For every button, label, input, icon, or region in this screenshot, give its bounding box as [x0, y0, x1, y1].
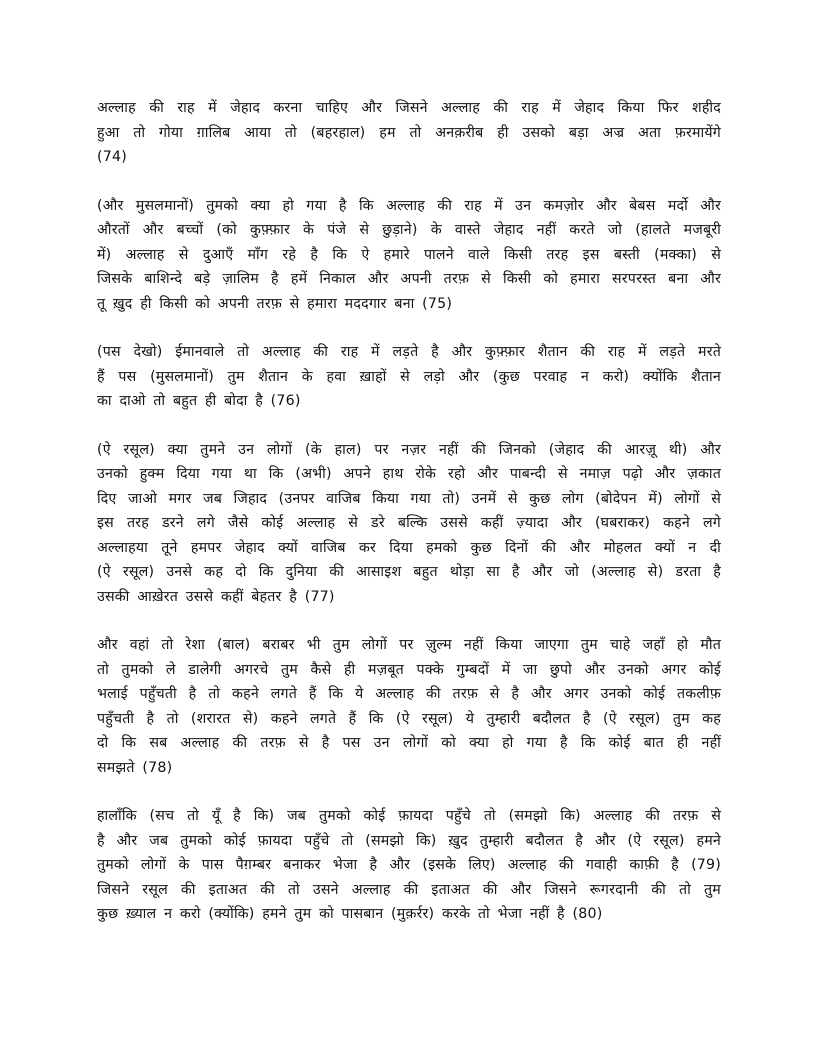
text-line: तुमको लोगों के पास पैग़म्बर बनाकर भेजा है और (इसके लिए) अल्लाह की गवाही काफ़ी है (79) — [97, 857, 721, 873]
text-line: है और जब तुमको कोई फ़ायदा पहुँचे तो (समझो कि) ख़ुद तुम्हारी बदौलत है और (ऐ रसूल) हमने — [97, 832, 721, 849]
paragraph-verse-74 — [97, 96, 721, 170]
text-line: औरतों और बच्चों (को कुफ़्फ़ार के पंजे से छुड़ाने) के वास्ते जेहाद नहीं करते जो (हालते मजबूरी — [97, 222, 721, 238]
text-line: तू ख़ुद ही किसी को अपनी तरफ़ से हमारा मददगार बना (75) — [97, 295, 453, 312]
paragraph-verse-78 — [97, 633, 721, 780]
text-line: दो कि सब अल्लाह की तरफ़ से है पस उन लोगों को क्या हो गया है कि कोई बात ही नहीं — [97, 735, 721, 751]
text-line: उनको हुक्म दिया गया था कि (अभी) अपने हाथ रोके रहो और पाबन्दी से नमाज़ पढ़ो और ज़कात — [97, 466, 721, 482]
text-line: जिसके बाशिन्दे बड़े ज़ालिम है हमें निकाल और अपनी तरफ़ से किसी को हमारा सरपरस्त बना और — [97, 271, 721, 287]
text-line: (पस देखो) ईमानवाले तो अल्लाह की राह में लड़ते है और कुफ़्फ़ार शैतान की राह में लड़ते मरते — [97, 344, 721, 360]
text-line: का दाओ तो बहुत ही बोदा है (76) — [97, 393, 301, 409]
text-line: (ऐ रसूल) उनसे कह दो कि दुनिया की आसाइश बहुत थोड़ा सा है और जो (अल्लाह से) डरता है — [97, 564, 721, 580]
text-line: (और मुसलमानों) तुमको क्या हो गया है कि अल्लाह की राह में उन कमज़ोर और बेबस मर्दो और — [97, 197, 721, 214]
text-line: तो तुमको ले डालेगी अगरचे तुम कैसे ही मज़बूत पक्के गुम्बदों में जा छुपो और उनको अगर कोई — [97, 661, 721, 678]
text-line: अल्लाह की राह में जेहाद करना चाहिए और जिसने अल्लाह की राह में जेहाद किया फिर शहीद — [97, 100, 721, 116]
paragraph-verse-75 — [97, 194, 721, 317]
paragraph-verse-76 — [97, 340, 721, 414]
text-line: और वहां तो रेशा (बाल) बराबर भी तुम लोगों पर ज़ुल्म नहीं किया जाएगा तुम चाहे जहाँ हो मौत — [97, 637, 721, 653]
text-line: (74) — [97, 149, 127, 165]
text-line: इस तरह डरने लगे जैसे कोई अल्लाह से डरे बल्कि उससे कहीं ज़्यादा और (घबराकर) कहने लगे — [97, 515, 721, 531]
text-line: पहुँचती है तो (शरारत से) कहने लगते हैं कि (ऐ रसूल) ये तुम्हारी बदौलत है (ऐ रसूल) तुम कह — [97, 710, 721, 727]
text-line: हुआ तो गोया ग़ालिब आया तो (बहरहाल) हम तो अनक़रीब ही उसको बड़ा अज्र अता फ़रमायेंगे — [97, 124, 721, 141]
text-line: दिए जाओ मगर जब जिहाद (उनपर वाजिब किया गया तो) उनमें से कुछ लोग (बोदेपन में) लोगों से — [97, 490, 721, 507]
paragraph-verse-77 — [97, 438, 721, 610]
text-line: हालाँकि (सच तो यूँ है कि) जब तुमको कोई फ़ायदा पहुँचे तो (समझो कि) अल्लाह की तरफ़ से — [97, 808, 721, 824]
paragraph-verse-79-80 — [97, 804, 721, 927]
text-line: कुछ ख़्याल न करो (क्योंकि) हमने तुम को पासबान (मुक़र्रर) करके तो भेजा नहीं है (80) — [97, 906, 603, 922]
text-line: में) अल्लाह से दुआएँ माँग रहे है कि ऐ हमारे पालने वाले किसी तरह इस बस्ती (मक्का) से — [97, 246, 721, 263]
text-line: अल्लाहया तूने हमपर जेहाद क्यों वाजिब कर दिया हमको कुछ दिनों की और मोहलत क्यों न दी — [97, 539, 721, 556]
text-line: (ऐ रसूल) क्या तुमने उन लोगों (के हाल) पर नज़र नहीं की जिनको (जेहाद की आरज़ू थी) और — [97, 441, 721, 458]
text-line: उसकी आख़ेरत उससे कहीं बेहतर है (77) — [97, 588, 335, 605]
document-page — [97, 96, 721, 951]
text-line: समझते (78) — [97, 759, 173, 776]
text-line: जिसने रसूल की इताअत की तो उसने अल्लाह की इताअत की और जिसने रूगरदानी की तो तुम — [97, 881, 721, 898]
text-line: हैं पस (मुसलमानों) तुम शैतान के हवा ख़ाहों से लड़ो और (कुछ परवाह न करो) क्योंकि शैतान — [97, 368, 721, 385]
text-line: भलाई पहुँचती है तो कहने लगते हैं कि ये अल्लाह की तरफ़ से है और अगर उनको कोई तकलीफ़ — [97, 686, 721, 702]
